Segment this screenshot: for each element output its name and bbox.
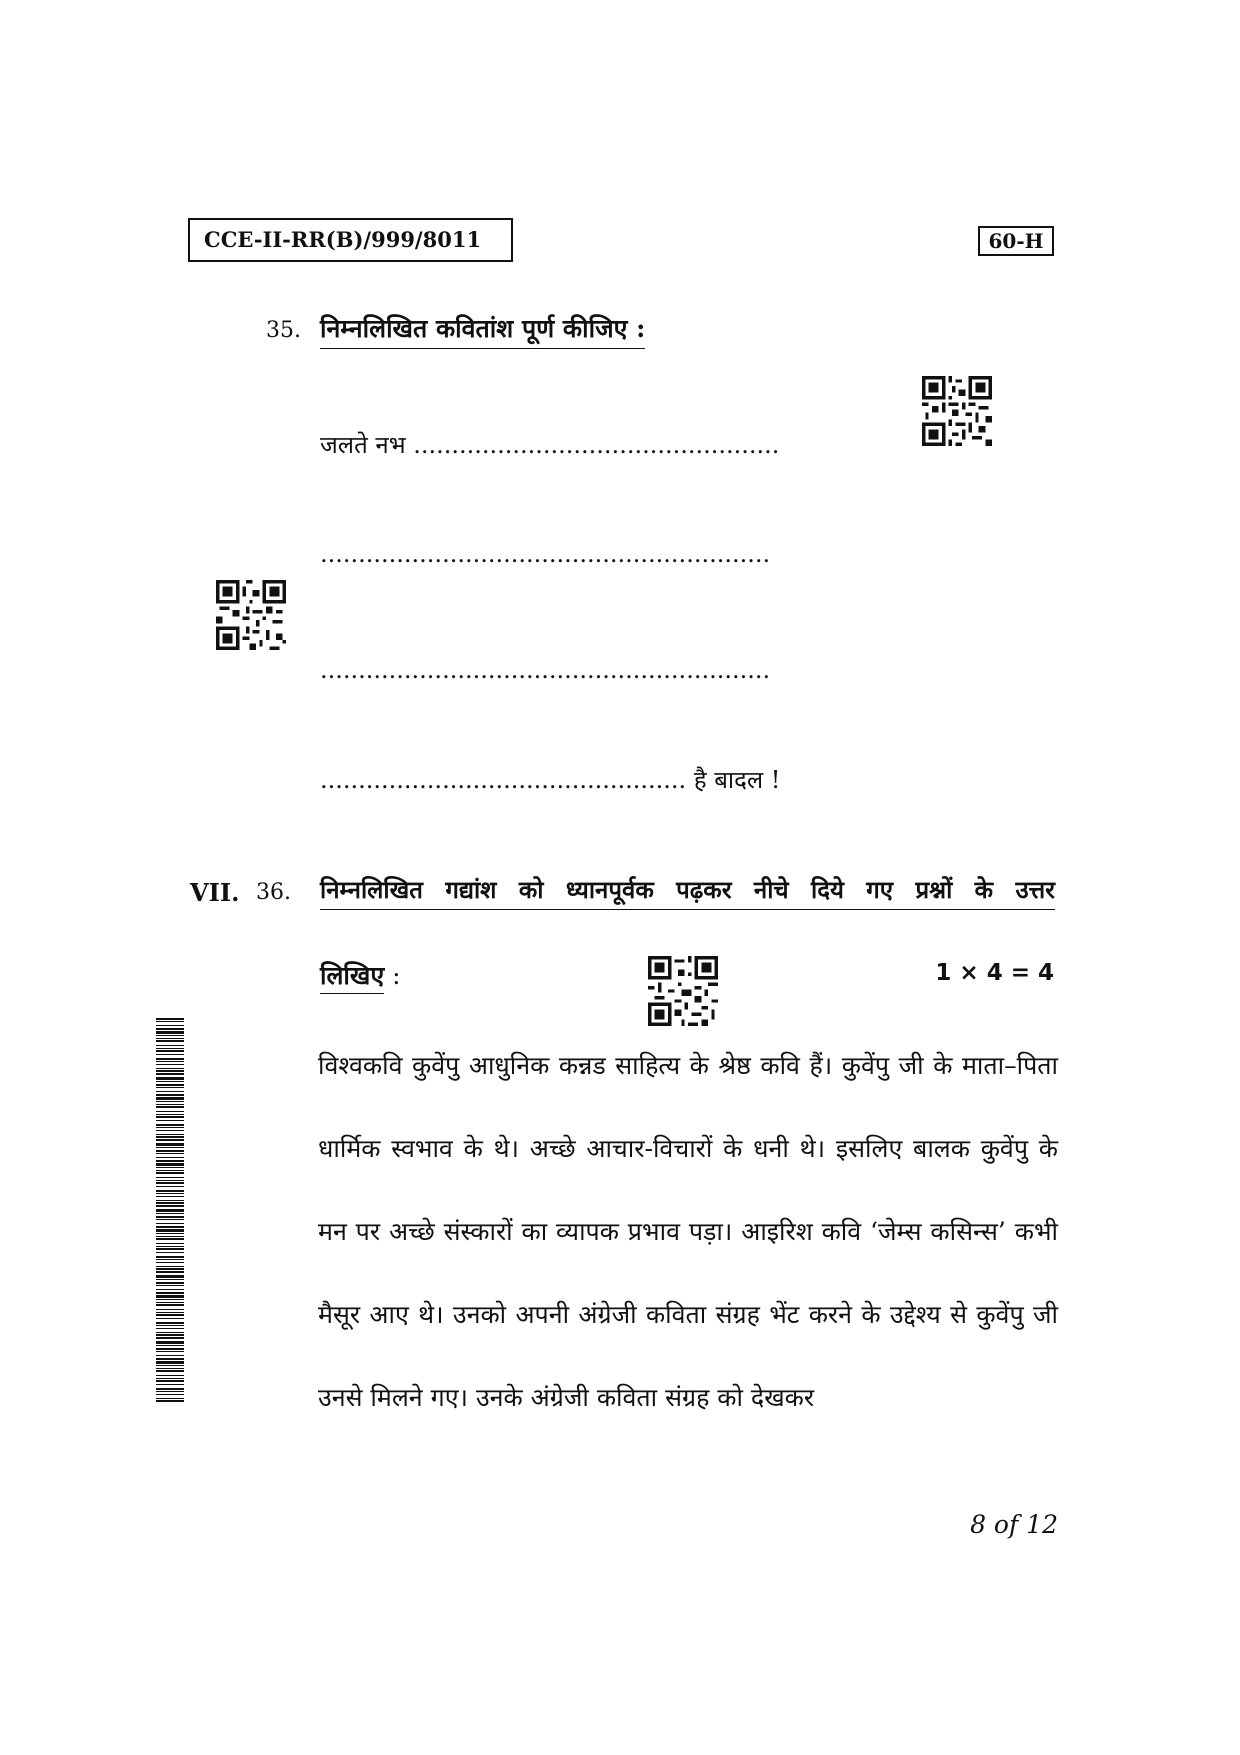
poem-line-3: ........................................................... <box>320 656 771 684</box>
poem-line-4: ................................................ है बादल ! <box>320 766 781 794</box>
marks: 1 × 4 = 4 <box>935 960 1054 986</box>
poem-line-2: ........................................................... <box>320 540 771 568</box>
question-36-title-line2: लिखिए <box>320 961 384 994</box>
question-35-title: निम्नलिखित कवितांश पूर्ण कीजिए : <box>320 311 645 349</box>
question-36-title-colon: : <box>392 961 401 990</box>
passage: विश्वकवि कुवेंपु आधुनिक कन्नड साहित्य के श्रेष्ठ कवि हैं। कुवेंपु जी के माता–पिता धार्मिक स्वभाव के थे। अच्छे आचार-विचारों के धनी थे। इसलिए बालक कुवेंपु के मन पर अच्छे संस्कारों का व्यापक प्रभाव पड़ा। आइरिश कवि ‘जेम्स कसिन्स’ कभी मैसूर आए थे। उनको अपनी अंग्रेजी कविता संग्रह भेंट करने के उद्देश्य से कुवेंपु जी उनसे मिलने गए। उनके अंग्रेजी कविता संग्रह को देखकर <box>318 1051 1058 1412</box>
question-36-number: 36. <box>256 880 291 905</box>
page-number: 8 of 12 <box>970 1510 1058 1539</box>
paper-code: CCE-II-RR(B)/999/8011 <box>188 218 513 262</box>
section-number: VII. <box>190 878 240 907</box>
qr-code-icon <box>922 376 992 446</box>
qr-code-icon <box>648 956 718 1026</box>
question-36-title-line2-wrap <box>320 958 401 992</box>
poem-line-1: जलते नभ ................................................ <box>320 431 780 459</box>
question-35-number: 35. <box>266 318 301 343</box>
qr-code-icon <box>216 580 286 650</box>
barcode-icon <box>156 1018 184 1403</box>
question-36-title-line1: निम्नलिखित गद्यांश को ध्यानपूर्वक पढ़कर नीचे दिये गए प्रश्नों के उत्तर <box>320 873 1055 910</box>
series-code: 60-H <box>978 226 1054 256</box>
